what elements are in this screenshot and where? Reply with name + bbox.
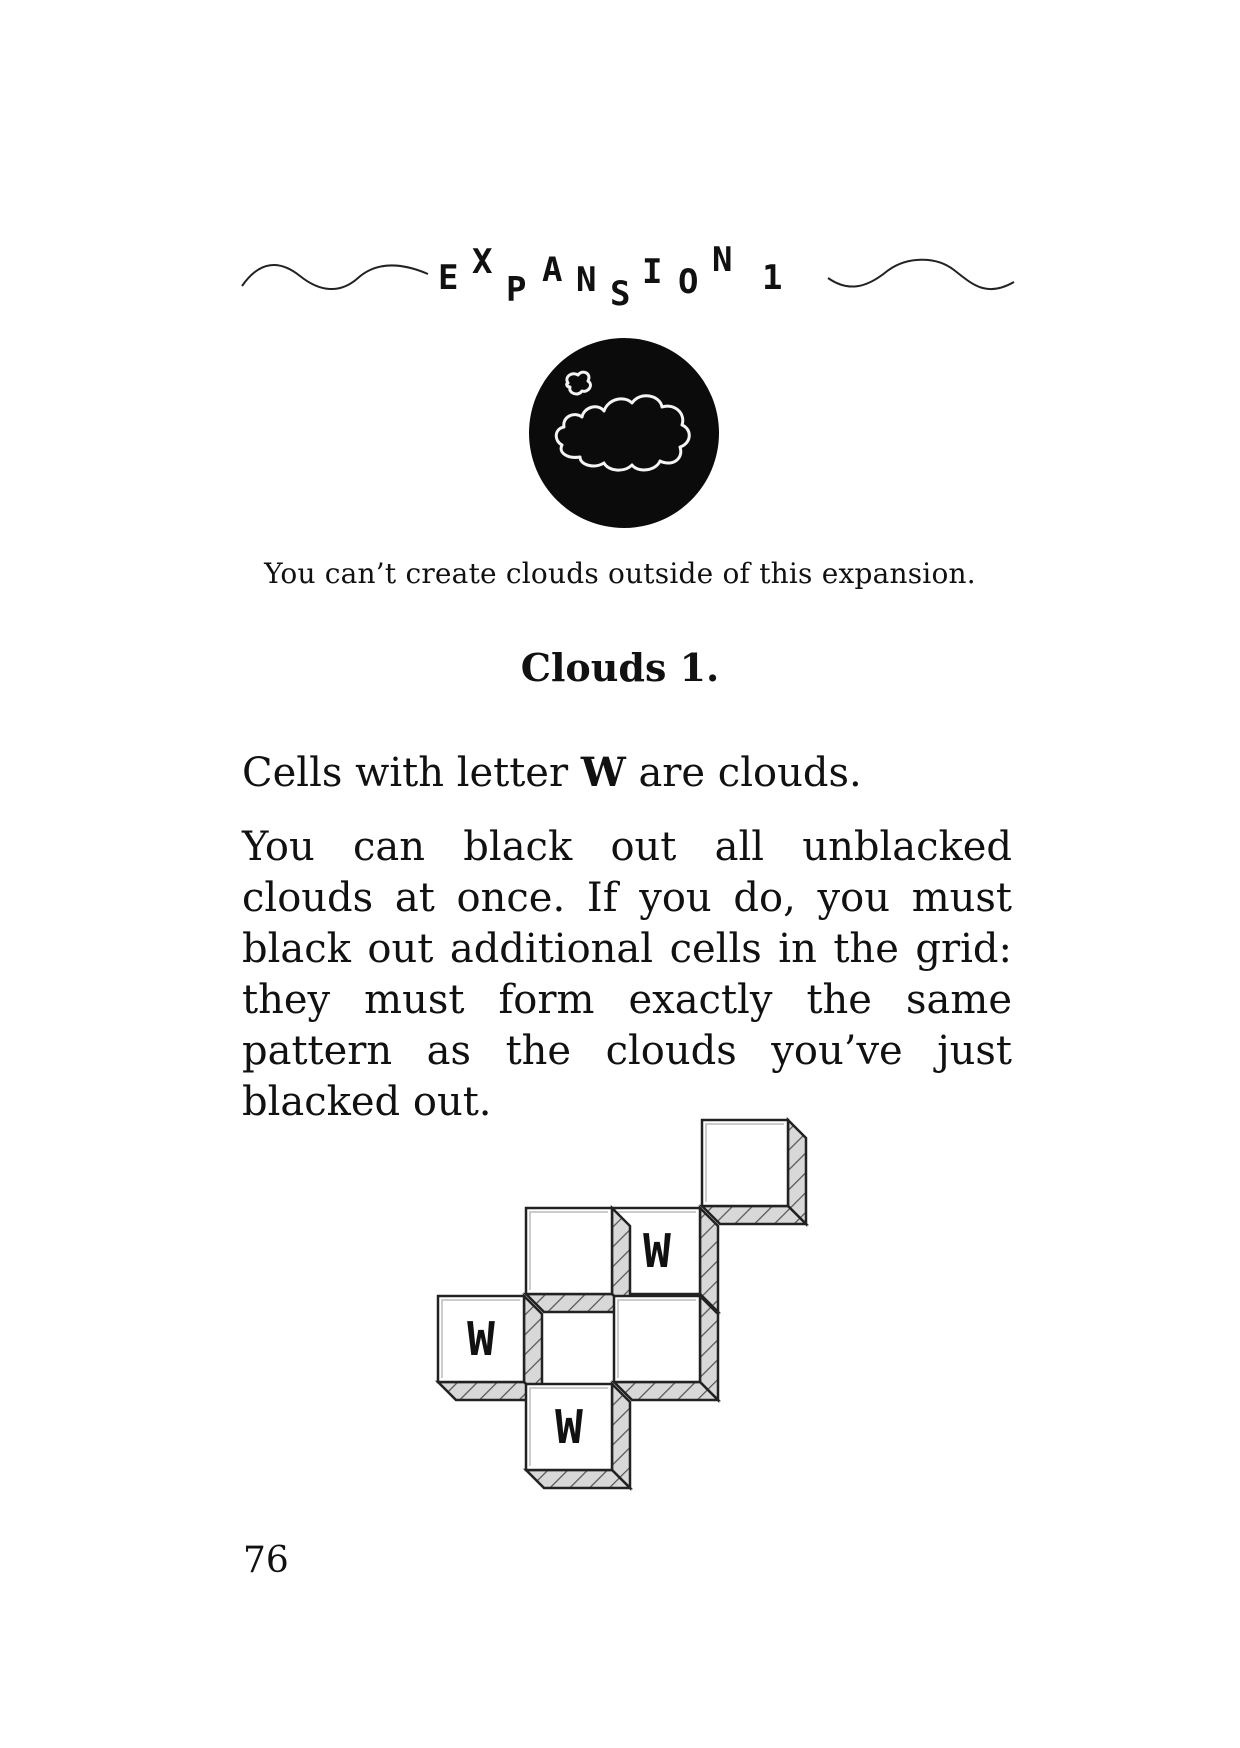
title-letter: P	[506, 270, 527, 310]
cell-letter: W	[555, 1400, 583, 1454]
diagram-cell	[614, 1296, 718, 1400]
title-letter: O	[678, 262, 699, 302]
wave-left-ornament	[240, 258, 430, 298]
expansion-caption: You can’t create clouds outside of this expansion.	[264, 557, 976, 590]
page-number: 76	[243, 1540, 289, 1581]
title-letter: I	[642, 252, 663, 292]
title-letter: S	[610, 274, 631, 314]
expansion-title	[430, 238, 810, 318]
cloud-letter: W	[580, 749, 626, 796]
cloud-pattern-diagram	[430, 1112, 830, 1502]
expansion-header	[240, 238, 1016, 318]
rule-title: Clouds 1.	[520, 645, 720, 690]
title-letter: X	[472, 242, 493, 282]
wave-right-ornament	[826, 258, 1016, 298]
diagram-cell	[702, 1120, 806, 1224]
title-letter: N	[576, 260, 597, 300]
para1-text-end: are clouds.	[625, 750, 862, 796]
rule-paragraph-2: You can black out all unblacked clouds at once. If you do, you must black out additional cells in the grid: they must form exactly the same pattern as the clouds you’ve just blacked out.	[242, 824, 1012, 1125]
cloud-badge	[528, 337, 720, 529]
title-letter: E	[438, 258, 459, 298]
title-letter: N	[712, 240, 733, 280]
title-letter: 1	[762, 258, 783, 298]
para1-text: Cells with letter	[242, 750, 581, 796]
title-letter: A	[542, 250, 563, 290]
diagram-cell	[526, 1384, 630, 1488]
rule-paragraph-1	[242, 747, 1012, 799]
cell-letter: W	[643, 1224, 671, 1278]
cell-letter: W	[467, 1312, 495, 1366]
